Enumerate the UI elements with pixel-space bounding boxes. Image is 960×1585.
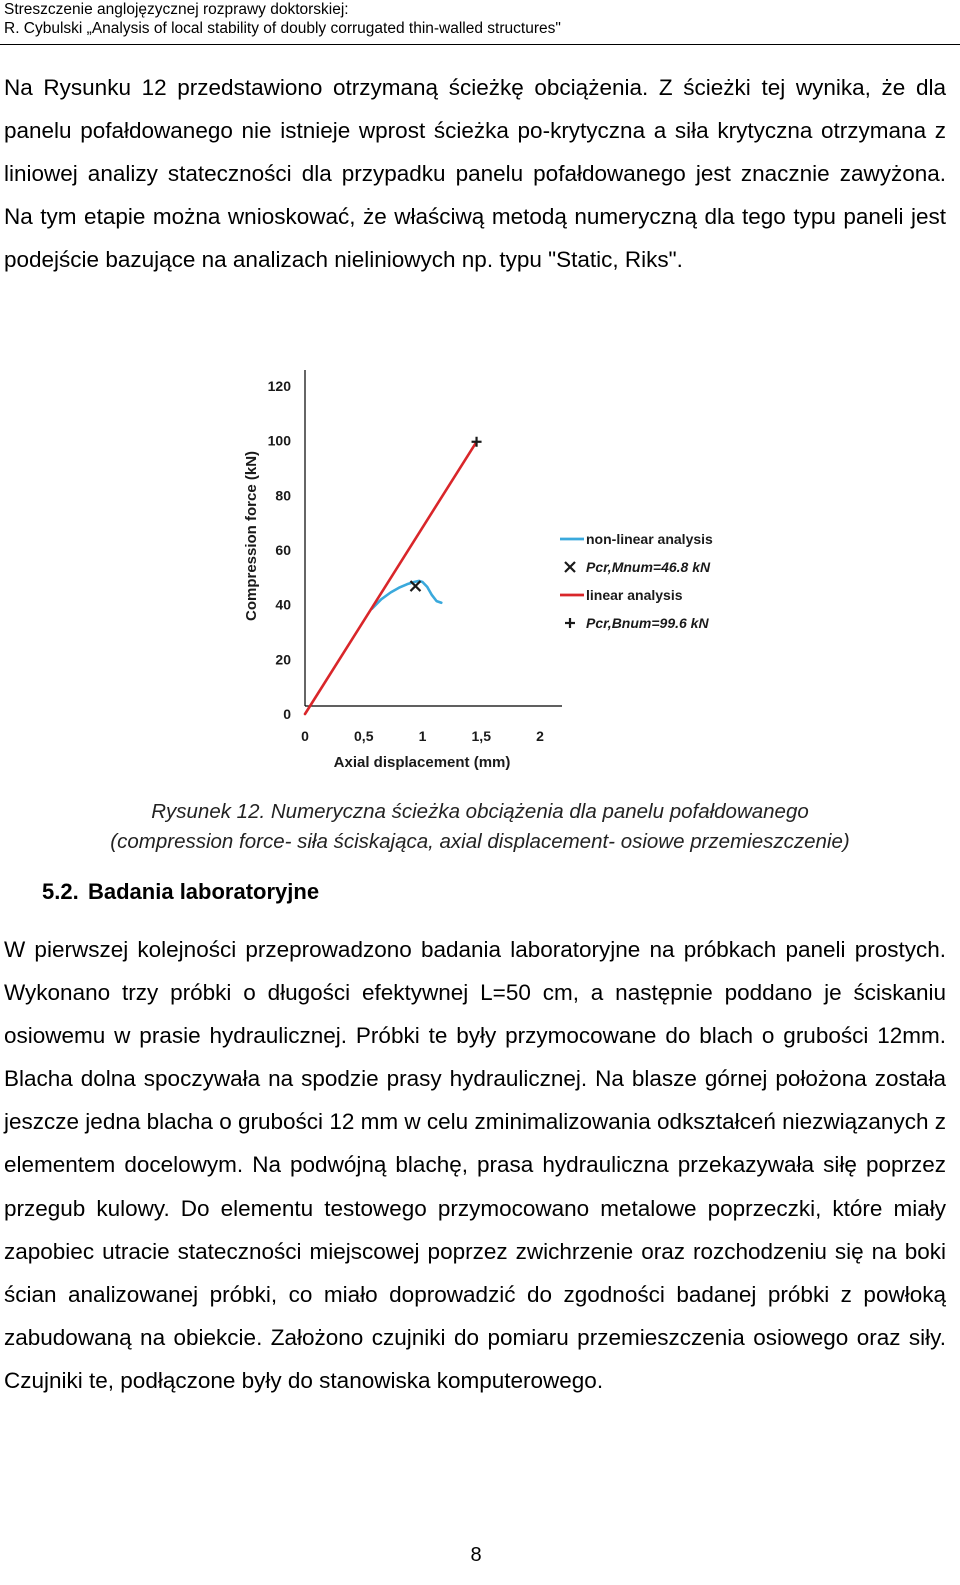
x-tick-label: 1,5	[471, 728, 491, 744]
series-line-0	[372, 581, 441, 609]
legend-marker-plus	[565, 618, 575, 628]
x-tick-label: 0,5	[354, 728, 374, 744]
header-line-1: Streszczenie anglojęzycznej rozprawy doktorskiej:	[4, 1, 349, 18]
legend-label: non-linear analysis	[586, 531, 713, 547]
page-number: 8	[470, 1544, 482, 1566]
body-paragraph: W pierwszej kolejności przeprowadzono badania laboratoryjne na próbkach paneli prostych. Wykonano trzy próbki o długości efektywnej L=50 cm, a następnie poddano je ściskaniu osiowemu w prasie hydraulicznej. Próbki te były przymocowane do blach o grubości 12mm. Blacha dolna spoczywała na spodzie prasy hydraulicznej. Na blasze górnej położona została jeszcze jedna blacha o grubości 12 mm w celu zminimalizowania odkształceń niezwiązanych z elementem docelowym. Na podwójną blachę, prasa hydrauliczna przekazywała siłę poprzez przegub kulowy. Do elementu testowego przymocowano metalowe poprzeczki, które miały zapobiec utracie stateczności miejscowej poprzez zwichrzenie oraz rozchodzeniu się na boki ścian analizowanej próbki, co miało doprowadzić do zgodności badanej próbki z powłoką zabudowaną na obiekcie. Założono czujniki do pomiaru przemieszczenia osiowego oraz siły. Czujniki te, podłączone były do stanowiska komputerowego.	[4, 937, 946, 1393]
chart-axes	[305, 370, 562, 706]
y-tick-label: 20	[275, 651, 291, 668]
y-axis-label: Compression force (kN)	[243, 450, 260, 622]
section-heading	[42, 879, 319, 905]
legend-marker-x	[565, 562, 575, 572]
y-tick-label: 40	[275, 596, 291, 613]
figure-caption-line-2: (compression force- siła ściskająca, axial displacement- osiowe przemieszczenie)	[110, 830, 850, 853]
x-tick-label: 1	[418, 728, 427, 744]
legend-label: linear analysis	[586, 587, 683, 603]
y-tick-label: 120	[267, 378, 291, 394]
intro-paragraph: Na Rysunku 12 przedstawiono otrzymaną ścieżkę obciążenia. Z ścieżki tej wynika, że dla panelu pofałdowanego nie istnieje wprost ścieżka po-krytyczna a siła krytyczna otrzymana z liniowej analizy stateczności dla przypadku panelu pofałdowanego jest znacznie zawyżona. Na tym etapie można wnioskować, że właściwą metodą numeryczną dla tego typu paneli jest podejście bazujące na analizach nieliniowych np. typu "Static, Riks".	[4, 75, 946, 273]
y-tick-label: 100	[267, 432, 291, 449]
legend-label: Pcr,Bnum=99.6 kN	[586, 615, 709, 631]
section-number: 5.2.	[42, 879, 79, 904]
y-tick-labels	[268, 378, 292, 722]
header-line-2: R. Cybulski „Analysis of local stability of doubly corrugated thin-walled structures"	[4, 20, 561, 37]
section-title: Badania laboratoryjne	[88, 879, 320, 904]
x-tick-label: 2	[536, 728, 544, 744]
header-divider	[0, 44, 960, 45]
load-path-chart	[222, 360, 742, 780]
x-axis-label: Axial displacement (mm)	[333, 754, 511, 771]
document-header	[4, 0, 944, 38]
y-tick-label: 0	[283, 706, 291, 722]
figure-caption-line-1: Rysunek 12. Numeryczna ścieżka obciążenia dla panelu pofałdowanego	[151, 800, 809, 823]
x-tick-label: 0	[301, 728, 309, 744]
y-tick-label: 80	[275, 487, 291, 504]
series-line-2	[305, 442, 477, 714]
legend-label: Pcr,Mnum=46.8 kN	[586, 559, 711, 575]
chart-series	[305, 437, 482, 714]
y-tick-label: 60	[275, 542, 291, 558]
chart-legend	[560, 531, 713, 631]
x-tick-labels	[301, 728, 544, 744]
